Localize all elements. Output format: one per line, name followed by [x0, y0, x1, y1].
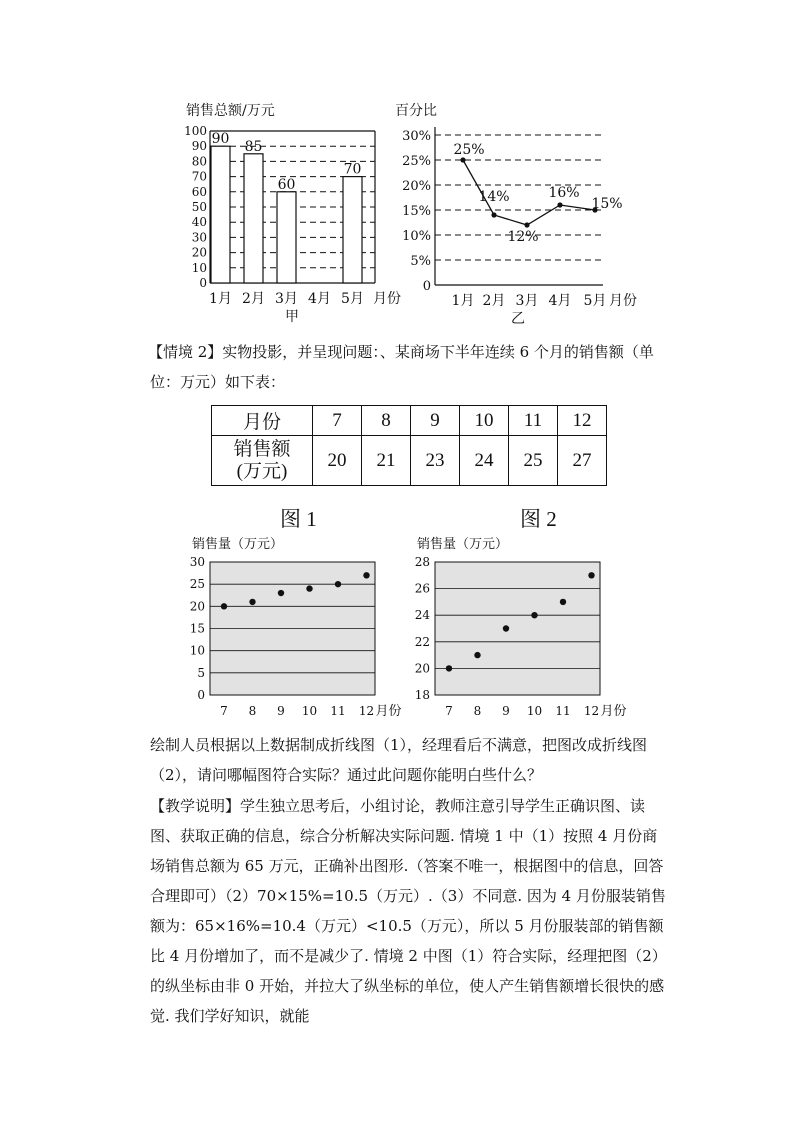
scatter-chart-fig1 [180, 530, 415, 725]
data-point [221, 603, 227, 609]
y-axis-label: 销售量（万元） [192, 537, 284, 552]
y-tick-label: 15% [402, 204, 431, 219]
y-tick-label: 25% [402, 154, 431, 169]
explanation-paragraph [150, 791, 670, 1031]
y-tick-label: 100 [184, 124, 207, 138]
table-cell: 24 [460, 436, 509, 486]
data-point [446, 665, 452, 671]
question-text: 绘制人员根据以上数据制成折线图（1），经理看后不满意，把图改成折线图（2），请问哪幅图符合实际？通过此问题你能明白些什么？ [150, 736, 648, 784]
y-tick-label: 22 [414, 634, 430, 649]
intro-paragraph [150, 337, 670, 397]
table-row [212, 436, 607, 486]
data-point [503, 625, 509, 631]
sales-unit-label: (万元) [236, 460, 288, 482]
data-point [474, 652, 480, 658]
table-cell: 12 [558, 406, 607, 436]
y-tick-label: 20 [414, 661, 430, 676]
data-point [363, 572, 369, 578]
data-point [460, 157, 465, 162]
x-axis-unit: 月份 [609, 293, 637, 309]
data-label: 12% [507, 229, 539, 245]
data-point [278, 590, 284, 596]
y-axis-label: 百分比 [395, 103, 437, 119]
y-axis-label: 销售总额/万元 [186, 103, 275, 119]
y-tick-label: 26 [414, 581, 430, 596]
x-tick-label: 12 [583, 704, 600, 718]
bar [277, 192, 296, 283]
intro-text: 【情境 2】实物投影，并呈现问题：、某商场下半年连续 6 个月的销售额（单位：万元）如下表： [148, 343, 654, 391]
figure-1-label: 图 1 [280, 507, 317, 531]
y-tick-label: 0 [197, 688, 205, 702]
x-tick-label: 3月 [515, 293, 539, 309]
x-tick-label: 9 [502, 704, 510, 718]
y-tick-label: 90 [191, 139, 207, 154]
line-chart-yi [385, 95, 655, 335]
x-tick-label: 11 [330, 704, 346, 718]
y-axis-label: 销售量（万元） [417, 537, 509, 552]
figure-2-label: 图 2 [520, 507, 557, 531]
bar [211, 146, 230, 283]
data-label: 25% [453, 142, 485, 158]
data-point [560, 599, 566, 605]
y-tick-label: 28 [414, 555, 430, 569]
data-label: 14% [478, 189, 510, 205]
scatter-chart-fig2 [405, 530, 640, 725]
y-tick-label: 30 [189, 555, 205, 569]
y-tick-label: 80 [191, 154, 207, 169]
bar [244, 154, 263, 283]
y-tick-label: 10% [402, 229, 431, 244]
bar [343, 177, 362, 283]
data-point [491, 212, 496, 217]
x-tick-label: 2月 [482, 293, 506, 309]
data-point [557, 202, 562, 207]
table-header-month: 月份 [212, 406, 313, 436]
x-axis-unit: 月份 [600, 704, 627, 719]
sales-label: 销售额 [233, 438, 291, 460]
x-tick-label: 4月 [308, 291, 331, 307]
data-point [531, 612, 537, 618]
x-tick-label: 3月 [275, 291, 298, 307]
y-tick-label: 30% [402, 129, 431, 144]
y-tick-label: 70 [191, 169, 207, 184]
x-tick-label: 8 [473, 704, 482, 718]
y-tick-label: 0 [199, 276, 207, 290]
table-cell: 27 [558, 436, 607, 486]
x-axis-unit: 月份 [373, 291, 401, 307]
x-tick-label: 1月 [209, 291, 232, 307]
table-cell: 11 [509, 406, 558, 436]
data-point [588, 572, 594, 578]
x-tick-label: 7 [220, 704, 228, 718]
table-cell: 23 [411, 436, 460, 486]
x-tick-label: 10 [301, 704, 318, 718]
question-paragraph [150, 730, 670, 790]
table-cell: 10 [460, 406, 509, 436]
x-tick-label: 10 [526, 704, 543, 718]
data-point [524, 222, 529, 227]
table-cell: 20 [313, 436, 362, 486]
x-tick-label: 9 [277, 704, 285, 718]
y-tick-label: 30 [191, 230, 207, 245]
data-label: 15% [591, 196, 623, 212]
plot-area [435, 562, 600, 695]
x-tick-label: 1月 [451, 293, 475, 309]
y-tick-label: 10 [191, 260, 207, 275]
x-tick-label: 12 [358, 704, 375, 718]
x-axis-unit: 月份 [375, 704, 402, 719]
y-tick-label: 60 [191, 184, 207, 199]
bar-value-label: 85 [244, 138, 263, 155]
y-tick-label: 10 [189, 643, 205, 658]
table-cell: 9 [411, 406, 460, 436]
bar-value-label: 90 [211, 131, 230, 148]
chart-caption: 乙 [511, 311, 525, 327]
data-label: 16% [548, 185, 580, 201]
y-tick-label: 20 [189, 599, 205, 614]
y-tick-label: 50 [191, 200, 207, 214]
table-cell: 7 [313, 406, 362, 436]
y-tick-label: 20 [191, 245, 207, 260]
x-tick-label: 4月 [548, 293, 572, 309]
y-tick-label: 5% [410, 254, 431, 269]
x-tick-label: 5月 [341, 291, 364, 307]
bar-value-label: 70 [343, 161, 362, 178]
y-tick-label: 20% [402, 179, 431, 194]
sales-table [211, 405, 607, 486]
bar-chart-jia [180, 95, 420, 335]
table-row [212, 406, 607, 436]
table-cell: 8 [362, 406, 411, 436]
y-tick-label: 18 [414, 688, 430, 702]
y-tick-label: 0 [422, 279, 431, 294]
chart-caption: 甲 [285, 309, 299, 325]
table-header-sales [212, 436, 313, 486]
explanation-text: 【教学说明】学生独立思考后，小组讨论，教师注意引导学生正确识图、读图、获取正确的信息，综合分析解决实际问题. 情境 1 中（1）按照 4 月份商场销售总额为 65 万元，正确补出图形.（答案不唯一，根据图中的信息，回答合理即可）（2）70×15%=10.5（万元）.（3）不同意. 因为 4 月份服装销售额为：65×16%=10.4（万元）<10.5（万元），所以 5 月份服装部的销售额比 4 月份增加了，而不是减少了. 情境 2 中图（1）符合实际，经理把图（2）的纵坐标由非 0 开始，并拉大了纵坐标的单位，使人产生销售额增长很快的感觉. 我们学好知识，就能 [150, 797, 667, 1025]
data-point [249, 599, 255, 605]
table-cell: 25 [509, 436, 558, 486]
x-tick-label: 2月 [242, 291, 265, 307]
bar-value-label: 60 [277, 176, 296, 193]
data-point [335, 581, 341, 587]
y-tick-label: 24 [414, 608, 430, 623]
x-tick-label: 11 [555, 704, 571, 718]
data-point [306, 585, 312, 591]
y-tick-label: 40 [191, 215, 207, 230]
y-tick-label: 15 [189, 621, 205, 636]
x-tick-label: 7 [445, 704, 453, 718]
y-tick-label: 5 [197, 665, 205, 680]
x-tick-label: 5月 [583, 293, 607, 309]
y-tick-label: 25 [189, 577, 205, 592]
x-tick-label: 8 [248, 704, 257, 718]
table-cell: 21 [362, 436, 411, 486]
